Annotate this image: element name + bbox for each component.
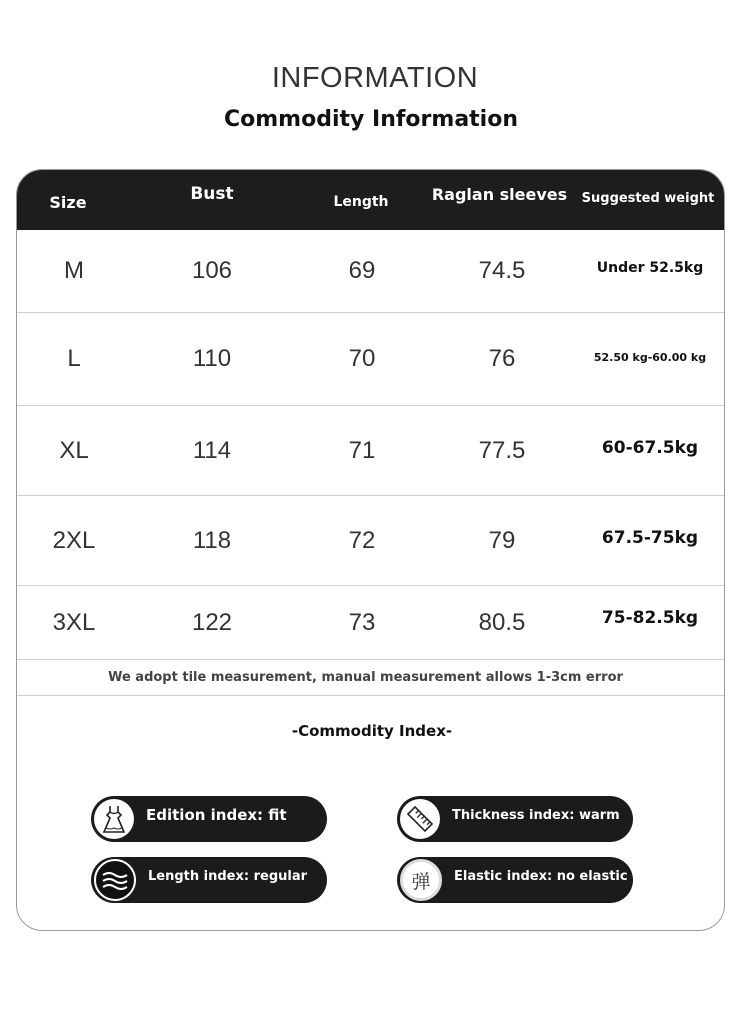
index-section-title: -Commodity Index- [291,722,453,740]
weight-cell: 52.50 kg-60.00 kg [593,350,707,364]
length-cell: 72 [348,526,376,554]
page-title: INFORMATION [271,62,479,94]
size-cell: M [64,257,84,284]
bust-cell: 118 [192,526,232,554]
table-row [17,586,724,660]
length-cell: 73 [348,608,376,636]
length-cell: 70 [348,345,376,372]
raglan-cell: 76 [488,345,516,372]
waves-icon [94,859,136,901]
measurement-note: We adopt tile measurement, manual measurement allows 1-3cm error [17,660,724,696]
bust-cell: 106 [191,257,233,284]
thickness-index-badge [397,796,633,842]
raglan-cell: 79 [488,526,516,554]
size-cell: L [67,345,81,372]
raglan-cell: 80.5 [478,608,526,636]
length-cell: 71 [348,436,376,464]
table-row [17,496,724,586]
weight-cell: 75-82.5kg [601,607,699,628]
raglan-cell: 74.5 [478,257,526,284]
column-header-raglan: Raglan sleeves [431,184,568,204]
length-cell: 69 [348,257,376,284]
ruler-icon [400,799,440,839]
bust-cell: 114 [192,436,232,464]
elastic-icon: 弹 [400,859,442,901]
column-header-bust: Bust [190,184,234,204]
length-index-label: Length index: regular [148,868,308,884]
column-header-size: Size [49,192,87,212]
page-subtitle: Commodity Information [223,107,518,132]
elastic-index-badge [397,857,633,903]
raglan-cell: 77.5 [478,436,526,464]
weight-cell: 67.5-75kg [601,527,699,548]
size-chart-card [16,169,725,931]
edition-index-label: Edition index: fit [146,806,287,824]
weight-cell: Under 52.5kg [596,260,704,276]
column-header-length: Length [333,194,389,210]
size-cell: XL [59,436,89,464]
weight-cell: 60-67.5kg [601,437,699,458]
table-row [17,313,724,406]
table-row [17,406,724,496]
table-row [17,230,724,313]
column-header-weight: Suggested weight [581,190,715,206]
thickness-index-label: Thickness index: warm [452,807,620,823]
elastic-index-label: Elastic index: no elastic [454,868,628,884]
bust-cell: 122 [191,608,233,636]
length-index-badge [91,857,327,903]
bust-cell: 110 [192,345,232,372]
size-cell: 2XL [52,526,96,554]
edition-index-badge [91,796,327,842]
dress-icon [94,799,134,839]
table-header [17,170,724,230]
size-cell: 3XL [52,608,96,636]
